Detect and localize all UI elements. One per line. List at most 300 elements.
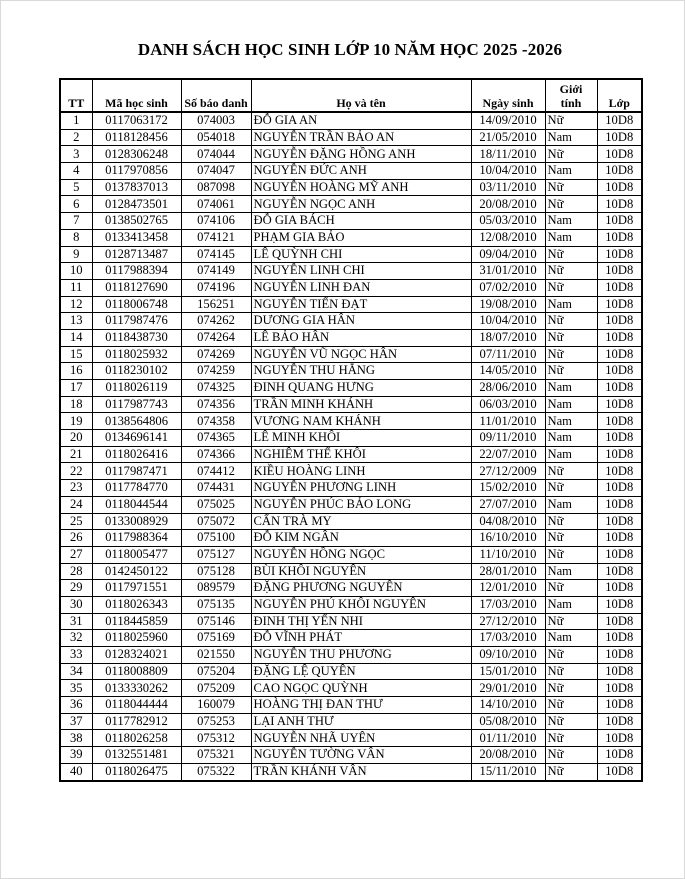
cell-so-bao-danh: 075100 <box>181 530 251 547</box>
table-row <box>60 580 642 597</box>
cell-lop: 10D8 <box>597 380 642 397</box>
cell-gioi-tinh: Nữ <box>545 680 597 697</box>
table-row <box>60 179 642 196</box>
cell-ma-hoc-sinh: 0117987743 <box>92 396 181 413</box>
cell-tt: 3 <box>60 146 92 163</box>
cell-ma-hoc-sinh: 0117063172 <box>92 112 181 129</box>
cell-gioi-tinh: Nữ <box>545 463 597 480</box>
table-row <box>60 563 642 580</box>
cell-tt: 8 <box>60 229 92 246</box>
cell-gioi-tinh: Nữ <box>545 763 597 780</box>
table-row <box>60 279 642 296</box>
cell-so-bao-danh: 089579 <box>181 580 251 597</box>
cell-lop: 10D8 <box>597 446 642 463</box>
table-row <box>60 663 642 680</box>
table-row <box>60 747 642 764</box>
cell-gioi-tinh: Nam <box>545 380 597 397</box>
cell-lop: 10D8 <box>597 630 642 647</box>
cell-lop: 10D8 <box>597 229 642 246</box>
cell-ngay-sinh: 05/03/2010 <box>471 213 545 230</box>
cell-ma-hoc-sinh: 0128473501 <box>92 196 181 213</box>
cell-gioi-tinh: Nữ <box>545 747 597 764</box>
cell-tt: 31 <box>60 613 92 630</box>
cell-ma-hoc-sinh: 0117988364 <box>92 530 181 547</box>
cell-lop: 10D8 <box>597 413 642 430</box>
cell-gioi-tinh: Nữ <box>545 530 597 547</box>
cell-ngay-sinh: 15/01/2010 <box>471 663 545 680</box>
cell-ngay-sinh: 18/11/2010 <box>471 146 545 163</box>
cell-ho-va-ten: TRẦN MINH KHÁNH <box>251 396 471 413</box>
cell-so-bao-danh: 074358 <box>181 413 251 430</box>
cell-gioi-tinh: Nữ <box>545 112 597 129</box>
table-row <box>60 730 642 747</box>
cell-tt: 6 <box>60 196 92 213</box>
cell-ngay-sinh: 06/03/2010 <box>471 396 545 413</box>
cell-gioi-tinh: Nữ <box>545 346 597 363</box>
cell-gioi-tinh: Nam <box>545 229 597 246</box>
table-row <box>60 363 642 380</box>
cell-ngay-sinh: 01/11/2010 <box>471 730 545 747</box>
cell-ma-hoc-sinh: 0118445859 <box>92 613 181 630</box>
cell-lop: 10D8 <box>597 663 642 680</box>
cell-so-bao-danh: 074145 <box>181 246 251 263</box>
cell-so-bao-danh: 074365 <box>181 430 251 447</box>
cell-ngay-sinh: 12/01/2010 <box>471 580 545 597</box>
cell-gioi-tinh: Nữ <box>545 313 597 330</box>
cell-so-bao-danh: 074366 <box>181 446 251 463</box>
cell-ma-hoc-sinh: 0128306248 <box>92 146 181 163</box>
cell-lop: 10D8 <box>597 279 642 296</box>
cell-ho-va-ten: ĐỖ VĨNH PHÁT <box>251 630 471 647</box>
cell-tt: 27 <box>60 546 92 563</box>
cell-lop: 10D8 <box>597 513 642 530</box>
cell-so-bao-danh: 074412 <box>181 463 251 480</box>
cell-tt: 32 <box>60 630 92 647</box>
cell-tt: 35 <box>60 680 92 697</box>
cell-so-bao-danh: 074356 <box>181 396 251 413</box>
cell-ho-va-ten: NGUYỄN LINH ĐAN <box>251 279 471 296</box>
table-row <box>60 496 642 513</box>
cell-lop: 10D8 <box>597 129 642 146</box>
cell-ho-va-ten: NGUYỄN TIẾN ĐẠT <box>251 296 471 313</box>
cell-gioi-tinh: Nữ <box>545 263 597 280</box>
cell-so-bao-danh: 074149 <box>181 263 251 280</box>
cell-ma-hoc-sinh: 0142450122 <box>92 563 181 580</box>
table-row <box>60 697 642 714</box>
cell-ngay-sinh: 10/04/2010 <box>471 163 545 180</box>
cell-so-bao-danh: 075127 <box>181 546 251 563</box>
cell-ho-va-ten: VƯƠNG NAM KHÁNH <box>251 413 471 430</box>
cell-so-bao-danh: 075322 <box>181 763 251 780</box>
cell-tt: 17 <box>60 380 92 397</box>
cell-gioi-tinh: Nam <box>545 413 597 430</box>
cell-so-bao-danh: 160079 <box>181 697 251 714</box>
table-row <box>60 146 642 163</box>
cell-ma-hoc-sinh: 0118128456 <box>92 129 181 146</box>
cell-ho-va-ten: NGUYỄN PHÚ KHÔI NGUYÊN <box>251 596 471 613</box>
cell-ho-va-ten: ĐINH THỊ YẾN NHI <box>251 613 471 630</box>
cell-lop: 10D8 <box>597 396 642 413</box>
header-tt: TT <box>60 79 92 112</box>
cell-ho-va-ten: NGUYỄN ĐỨC ANH <box>251 163 471 180</box>
cell-so-bao-danh: 075072 <box>181 513 251 530</box>
cell-ngay-sinh: 16/10/2010 <box>471 530 545 547</box>
cell-gioi-tinh: Nam <box>545 563 597 580</box>
cell-ngay-sinh: 10/04/2010 <box>471 313 545 330</box>
cell-ngay-sinh: 19/08/2010 <box>471 296 545 313</box>
cell-tt: 19 <box>60 413 92 430</box>
cell-ho-va-ten: NGUYỄN TƯỜNG VÂN <box>251 747 471 764</box>
table-row <box>60 129 642 146</box>
cell-ho-va-ten: ĐẶNG PHƯƠNG NGUYÊN <box>251 580 471 597</box>
cell-ngay-sinh: 03/11/2010 <box>471 179 545 196</box>
cell-gioi-tinh: Nữ <box>545 246 597 263</box>
cell-ngay-sinh: 27/12/2010 <box>471 613 545 630</box>
cell-tt: 26 <box>60 530 92 547</box>
cell-ngay-sinh: 09/10/2010 <box>471 647 545 664</box>
cell-gioi-tinh: Nữ <box>545 730 597 747</box>
cell-lop: 10D8 <box>597 246 642 263</box>
cell-gioi-tinh: Nam <box>545 163 597 180</box>
cell-ma-hoc-sinh: 0138502765 <box>92 213 181 230</box>
cell-tt: 37 <box>60 713 92 730</box>
cell-ma-hoc-sinh: 0117987476 <box>92 313 181 330</box>
cell-ho-va-ten: NGUYỄN NGỌC ANH <box>251 196 471 213</box>
cell-ma-hoc-sinh: 0137837013 <box>92 179 181 196</box>
table-row <box>60 229 642 246</box>
cell-ngay-sinh: 11/01/2010 <box>471 413 545 430</box>
cell-lop: 10D8 <box>597 430 642 447</box>
cell-ngay-sinh: 12/08/2010 <box>471 229 545 246</box>
cell-ma-hoc-sinh: 0134696141 <box>92 430 181 447</box>
cell-ngay-sinh: 28/01/2010 <box>471 563 545 580</box>
cell-tt: 36 <box>60 697 92 714</box>
cell-ma-hoc-sinh: 0118438730 <box>92 329 181 346</box>
cell-tt: 12 <box>60 296 92 313</box>
header-ho-va-ten: Họ và tên <box>251 79 471 112</box>
cell-so-bao-danh: 074264 <box>181 329 251 346</box>
header-lop: Lớp <box>597 79 642 112</box>
cell-gioi-tinh: Nữ <box>545 713 597 730</box>
cell-ma-hoc-sinh: 0118026258 <box>92 730 181 747</box>
cell-gioi-tinh: Nữ <box>545 647 597 664</box>
cell-lop: 10D8 <box>597 730 642 747</box>
table-row <box>60 763 642 780</box>
cell-lop: 10D8 <box>597 680 642 697</box>
cell-tt: 30 <box>60 596 92 613</box>
cell-gioi-tinh: Nữ <box>545 279 597 296</box>
cell-so-bao-danh: 074106 <box>181 213 251 230</box>
cell-tt: 21 <box>60 446 92 463</box>
cell-ma-hoc-sinh: 0133330262 <box>92 680 181 697</box>
cell-tt: 14 <box>60 329 92 346</box>
cell-lop: 10D8 <box>597 112 642 129</box>
cell-ho-va-ten: NGUYỄN PHÚC BẢO LONG <box>251 496 471 513</box>
cell-ngay-sinh: 21/05/2010 <box>471 129 545 146</box>
cell-so-bao-danh: 075312 <box>181 730 251 747</box>
cell-tt: 5 <box>60 179 92 196</box>
cell-ma-hoc-sinh: 0117971551 <box>92 580 181 597</box>
cell-ho-va-ten: NGUYỄN ĐẶNG HỒNG ANH <box>251 146 471 163</box>
table-row <box>60 446 642 463</box>
cell-gioi-tinh: Nam <box>545 430 597 447</box>
cell-lop: 10D8 <box>597 146 642 163</box>
cell-lop: 10D8 <box>597 496 642 513</box>
cell-ho-va-ten: NGUYỄN PHƯƠNG LINH <box>251 480 471 497</box>
cell-so-bao-danh: 021550 <box>181 647 251 664</box>
cell-lop: 10D8 <box>597 530 642 547</box>
cell-gioi-tinh: Nam <box>545 596 597 613</box>
cell-so-bao-danh: 074003 <box>181 112 251 129</box>
cell-ma-hoc-sinh: 0128713487 <box>92 246 181 263</box>
cell-lop: 10D8 <box>597 697 642 714</box>
cell-ma-hoc-sinh: 0133413458 <box>92 229 181 246</box>
cell-ma-hoc-sinh: 0118025932 <box>92 346 181 363</box>
cell-so-bao-danh: 075209 <box>181 680 251 697</box>
cell-so-bao-danh: 074196 <box>181 279 251 296</box>
cell-lop: 10D8 <box>597 363 642 380</box>
header-gioi-tinh <box>545 79 597 112</box>
cell-ho-va-ten: NGUYỄN HOÀNG MỸ ANH <box>251 179 471 196</box>
table-row <box>60 596 642 613</box>
header-row <box>60 79 642 112</box>
cell-lop: 10D8 <box>597 563 642 580</box>
cell-gioi-tinh: Nam <box>545 446 597 463</box>
table-row <box>60 713 642 730</box>
cell-ma-hoc-sinh: 0118008809 <box>92 663 181 680</box>
cell-gioi-tinh: Nữ <box>545 179 597 196</box>
cell-ngay-sinh: 22/07/2010 <box>471 446 545 463</box>
header-ngay-sinh: Ngày sinh <box>471 79 545 112</box>
cell-ma-hoc-sinh: 0118026416 <box>92 446 181 463</box>
table-row <box>60 463 642 480</box>
table-row <box>60 530 642 547</box>
header-ma-hoc-sinh: Mã học sinh <box>92 79 181 112</box>
cell-ngay-sinh: 14/10/2010 <box>471 697 545 714</box>
cell-lop: 10D8 <box>597 713 642 730</box>
table-row <box>60 263 642 280</box>
cell-lop: 10D8 <box>597 313 642 330</box>
cell-ma-hoc-sinh: 0118026475 <box>92 763 181 780</box>
header-gioi-tinh-line1: Giới <box>559 82 583 96</box>
cell-ma-hoc-sinh: 0118005477 <box>92 546 181 563</box>
cell-so-bao-danh: 074121 <box>181 229 251 246</box>
cell-ma-hoc-sinh: 0118026343 <box>92 596 181 613</box>
cell-ho-va-ten: ĐINH QUANG HƯNG <box>251 380 471 397</box>
table-row <box>60 213 642 230</box>
cell-so-bao-danh: 074262 <box>181 313 251 330</box>
cell-gioi-tinh: Nữ <box>545 580 597 597</box>
cell-so-bao-danh: 075253 <box>181 713 251 730</box>
table-row <box>60 546 642 563</box>
cell-ngay-sinh: 27/12/2009 <box>471 463 545 480</box>
cell-so-bao-danh: 075146 <box>181 613 251 630</box>
cell-so-bao-danh: 087098 <box>181 179 251 196</box>
cell-ho-va-ten: CAO NGỌC QUỲNH <box>251 680 471 697</box>
cell-lop: 10D8 <box>597 163 642 180</box>
cell-ngay-sinh: 31/01/2010 <box>471 263 545 280</box>
cell-gioi-tinh: Nam <box>545 129 597 146</box>
cell-ngay-sinh: 17/03/2010 <box>471 630 545 647</box>
table-row <box>60 396 642 413</box>
cell-tt: 10 <box>60 263 92 280</box>
cell-ho-va-ten: LÊ MINH KHÔI <box>251 430 471 447</box>
cell-so-bao-danh: 075169 <box>181 630 251 647</box>
table-row <box>60 246 642 263</box>
cell-so-bao-danh: 074061 <box>181 196 251 213</box>
cell-tt: 33 <box>60 647 92 664</box>
cell-so-bao-danh: 074325 <box>181 380 251 397</box>
header-gioi-tinh-line2: tính <box>560 96 582 110</box>
cell-gioi-tinh: Nữ <box>545 146 597 163</box>
cell-ho-va-ten: NGUYỄN VŨ NGỌC HÂN <box>251 346 471 363</box>
cell-ngay-sinh: 09/04/2010 <box>471 246 545 263</box>
cell-ho-va-ten: TRẦN KHÁNH VÂN <box>251 763 471 780</box>
cell-gioi-tinh: Nữ <box>545 663 597 680</box>
cell-tt: 1 <box>60 112 92 129</box>
cell-so-bao-danh: 074259 <box>181 363 251 380</box>
cell-ma-hoc-sinh: 0118127690 <box>92 279 181 296</box>
cell-ngay-sinh: 04/08/2010 <box>471 513 545 530</box>
table-row <box>60 196 642 213</box>
table-header <box>60 79 642 112</box>
table-row <box>60 680 642 697</box>
cell-ngay-sinh: 15/02/2010 <box>471 480 545 497</box>
cell-lop: 10D8 <box>597 647 642 664</box>
cell-ma-hoc-sinh: 0117782912 <box>92 713 181 730</box>
cell-lop: 10D8 <box>597 196 642 213</box>
cell-tt: 7 <box>60 213 92 230</box>
cell-tt: 39 <box>60 747 92 764</box>
cell-ho-va-ten: PHẠM GIA BẢO <box>251 229 471 246</box>
cell-so-bao-danh: 075025 <box>181 496 251 513</box>
cell-tt: 4 <box>60 163 92 180</box>
cell-ho-va-ten: KIỀU HOÀNG LINH <box>251 463 471 480</box>
cell-gioi-tinh: Nam <box>545 296 597 313</box>
cell-tt: 13 <box>60 313 92 330</box>
cell-so-bao-danh: 075204 <box>181 663 251 680</box>
table-row <box>60 413 642 430</box>
table-row <box>60 112 642 129</box>
cell-lop: 10D8 <box>597 580 642 597</box>
cell-gioi-tinh: Nữ <box>545 546 597 563</box>
cell-lop: 10D8 <box>597 480 642 497</box>
cell-lop: 10D8 <box>597 263 642 280</box>
cell-so-bao-danh: 156251 <box>181 296 251 313</box>
cell-gioi-tinh: Nữ <box>545 480 597 497</box>
cell-ho-va-ten: ĐẶNG LỆ QUYÊN <box>251 663 471 680</box>
cell-ngay-sinh: 20/08/2010 <box>471 196 545 213</box>
cell-so-bao-danh: 074431 <box>181 480 251 497</box>
cell-ngay-sinh: 09/11/2010 <box>471 430 545 447</box>
cell-tt: 29 <box>60 580 92 597</box>
cell-ho-va-ten: NGUYỄN TRẦN BẢO AN <box>251 129 471 146</box>
cell-ngay-sinh: 28/06/2010 <box>471 380 545 397</box>
cell-so-bao-danh: 074047 <box>181 163 251 180</box>
cell-ma-hoc-sinh: 0118230102 <box>92 363 181 380</box>
header-so-bao-danh: Số báo danh <box>181 79 251 112</box>
cell-tt: 28 <box>60 563 92 580</box>
cell-gioi-tinh: Nữ <box>545 196 597 213</box>
cell-tt: 40 <box>60 763 92 780</box>
cell-so-bao-danh: 074269 <box>181 346 251 363</box>
cell-ma-hoc-sinh: 0117987471 <box>92 463 181 480</box>
cell-ho-va-ten: ĐỖ KIM NGÂN <box>251 530 471 547</box>
table-row <box>60 380 642 397</box>
cell-ho-va-ten: LÊ QUỲNH CHI <box>251 246 471 263</box>
cell-ngay-sinh: 15/11/2010 <box>471 763 545 780</box>
cell-lop: 10D8 <box>597 546 642 563</box>
table-row <box>60 430 642 447</box>
cell-ho-va-ten: NGHIÊM THẾ KHÔI <box>251 446 471 463</box>
cell-tt: 25 <box>60 513 92 530</box>
cell-ngay-sinh: 27/07/2010 <box>471 496 545 513</box>
cell-so-bao-danh: 074044 <box>181 146 251 163</box>
cell-so-bao-danh: 075135 <box>181 596 251 613</box>
cell-lop: 10D8 <box>597 747 642 764</box>
cell-ngay-sinh: 11/10/2010 <box>471 546 545 563</box>
cell-ma-hoc-sinh: 0118044444 <box>92 697 181 714</box>
cell-lop: 10D8 <box>597 346 642 363</box>
cell-tt: 15 <box>60 346 92 363</box>
cell-tt: 9 <box>60 246 92 263</box>
table-row <box>60 313 642 330</box>
cell-ma-hoc-sinh: 0128324021 <box>92 647 181 664</box>
table-row <box>60 480 642 497</box>
cell-ho-va-ten: ĐỖ GIA BÁCH <box>251 213 471 230</box>
cell-ma-hoc-sinh: 0118044544 <box>92 496 181 513</box>
cell-lop: 10D8 <box>597 613 642 630</box>
cell-gioi-tinh: Nam <box>545 630 597 647</box>
cell-tt: 2 <box>60 129 92 146</box>
cell-lop: 10D8 <box>597 179 642 196</box>
cell-tt: 23 <box>60 480 92 497</box>
cell-ma-hoc-sinh: 0118026119 <box>92 380 181 397</box>
cell-gioi-tinh: Nữ <box>545 513 597 530</box>
cell-tt: 38 <box>60 730 92 747</box>
cell-lop: 10D8 <box>597 596 642 613</box>
cell-ma-hoc-sinh: 0138564806 <box>92 413 181 430</box>
cell-ho-va-ten: LÊ BẢO HÂN <box>251 329 471 346</box>
table-row <box>60 647 642 664</box>
cell-gioi-tinh: Nam <box>545 213 597 230</box>
cell-lop: 10D8 <box>597 763 642 780</box>
cell-ho-va-ten: HOÀNG THỊ ĐAN THƯ <box>251 697 471 714</box>
cell-ma-hoc-sinh: 0132551481 <box>92 747 181 764</box>
cell-ngay-sinh: 05/08/2010 <box>471 713 545 730</box>
student-table <box>59 78 643 782</box>
cell-gioi-tinh: Nam <box>545 396 597 413</box>
cell-ma-hoc-sinh: 0117784770 <box>92 480 181 497</box>
cell-gioi-tinh: Nữ <box>545 697 597 714</box>
cell-tt: 24 <box>60 496 92 513</box>
table-row <box>60 163 642 180</box>
cell-gioi-tinh: Nữ <box>545 363 597 380</box>
cell-tt: 34 <box>60 663 92 680</box>
cell-gioi-tinh: Nữ <box>545 613 597 630</box>
cell-so-bao-danh: 075321 <box>181 747 251 764</box>
cell-ho-va-ten: ĐỖ GIA AN <box>251 112 471 129</box>
cell-ho-va-ten: DƯƠNG GIA HÂN <box>251 313 471 330</box>
document-title: DANH SÁCH HỌC SINH LỚP 10 NĂM HỌC 2025 -2026 <box>137 40 563 59</box>
table-row <box>60 613 642 630</box>
cell-gioi-tinh: Nam <box>545 496 597 513</box>
cell-lop: 10D8 <box>597 329 642 346</box>
cell-ho-va-ten: LẠI ANH THƯ <box>251 713 471 730</box>
table-row <box>60 346 642 363</box>
table-body <box>60 112 642 781</box>
cell-ngay-sinh: 14/09/2010 <box>471 112 545 129</box>
